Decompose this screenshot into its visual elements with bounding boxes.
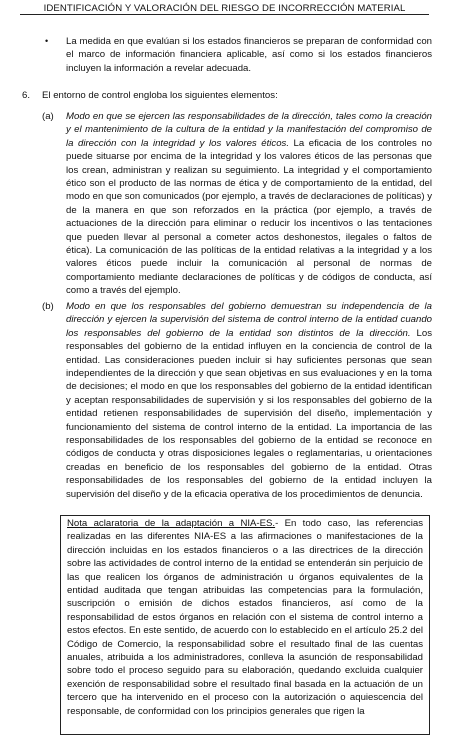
item-b-text	[66, 300, 432, 501]
item-a-text	[66, 110, 432, 298]
item-b-lead: Modo en que los responsables del gobierno demuestran su independencia de la dirección y ejercen la supervisión del sistema de control interno de la entidad cuando los responsables del gobierno de la entidad son distintos de la dirección.	[66, 301, 432, 339]
paragraph-intro: El entorno de control engloba los siguientes elementos:	[42, 90, 278, 101]
note-body: - En todo caso, las referencias realizadas en las diferentes NIA-ES a las afirmaciones o manifestaciones de la dirección incluidas en los estados financieros o a las directrices de la dirección sobre las actividades de control interno de la entidad se entenderán sin perjuicio de las que realicen los órganos de administración u órganos equivalentes de la entidad auditada que tengan atribuidas las competencias para la formulación, suscripción o emisión de dichos estados financieros, así como de la responsabilidad de estos órganos en relación con el sistema de control interno a estos efectos. En este sentido, de acuerdo con lo establecido en el artículo 25.2 del Código de Comercio, la responsabilidad sobre el resultado final de las cuentas anuales, atribuida a los administradores, conlleva la asunción de responsabilidad sobre todo el proceso seguido para su elaboración, quedando excluida cualquier exención de responsabilidad sobre el resultado final basada en la actuación de un tercero que ha intervenido en el proceso con la autorización o aquiescencia del responsable, de conformidad con los principios generales que rigen la	[67, 518, 423, 717]
item-a-body: La eficacia de los controles no puede situarse por encima de la integridad y los valores éticos de las personas que los crean, administran y realizan su seguimiento. La integridad y el comportamiento ético son el producto de las normas de ética y de comportamiento de la entidad, del modo en que son comunicados (por ejemplo, a través de declaraciones de políticas) y de la manera en que son reforzados en la práctica (por ejemplo, a través de actuaciones de la dirección para eliminar o reducir los incentivos o las tentaciones que pueden llevar al personal a cometer actos deshonestos, ilegales o faltos de ética). La comunicación de las políticas de la entidad relativas a la integridad y a los valores éticos puede incluir la comunicación al personal de normas de comportamiento mediante declaraciones de políticas y de códigos de conducta, así como a través del ejemplo.	[66, 137, 432, 297]
adaptation-note-box	[60, 515, 430, 735]
header-rule	[20, 14, 429, 15]
item-a-label: (a)	[42, 111, 54, 122]
page-header: IDENTIFICACIÓN Y VALORACIÓN DEL RIESGO DE INCORRECCIÓN MATERIAL	[43, 3, 406, 14]
item-a-lead: Modo en que se ejercen las responsabilidades de la dirección, tales como la creación y el mantenimiento de la cultura de la entidad y la manifestación del compromiso de la dirección con la integridad y los valores éticos.	[66, 111, 432, 149]
item-b-body: Los responsables del gobierno de la entidad influyen en la conciencia de control de la entidad. Las consideraciones pueden incluir si hay suficientes personas que sean independientes de la dirección y que sean objetivas en sus evaluaciones y en la toma de decisiones; el modo en que los responsables del gobierno de la entidad identifican y aceptan responsabilidades de supervisión y si los responsables del gobierno de la entidad retienen responsabilidades de supervisión del diseño, implementación y funcionamiento del sistema de control interno de la entidad. La importancia de las responsabilidades de los responsables del gobierno de la entidad se reconoce en códigos de conducta y otras disposiciones legales o reglamentarias, u orientaciones creadas en beneficio de los responsables del gobierno de la entidad. Otras responsabilidades de los responsables del gobierno de la entidad incluyen la supervisión del diseño y de la eficacia operativa de los procedimientos de denuncia.	[66, 327, 432, 500]
paragraph-number: 6.	[22, 90, 31, 101]
bullet-symbol: •	[45, 36, 49, 46]
note-title: Nota aclaratoria de la adaptación a NIA-ES.	[67, 518, 276, 529]
bullet-paragraph: La medida en que evalúan si los estados financieros se preparan de conformidad con el marco de información financiera aplicable, así como si los estados financieros incluyen la información a revelar adecuada.	[66, 36, 432, 74]
item-b-label: (b)	[42, 301, 54, 312]
